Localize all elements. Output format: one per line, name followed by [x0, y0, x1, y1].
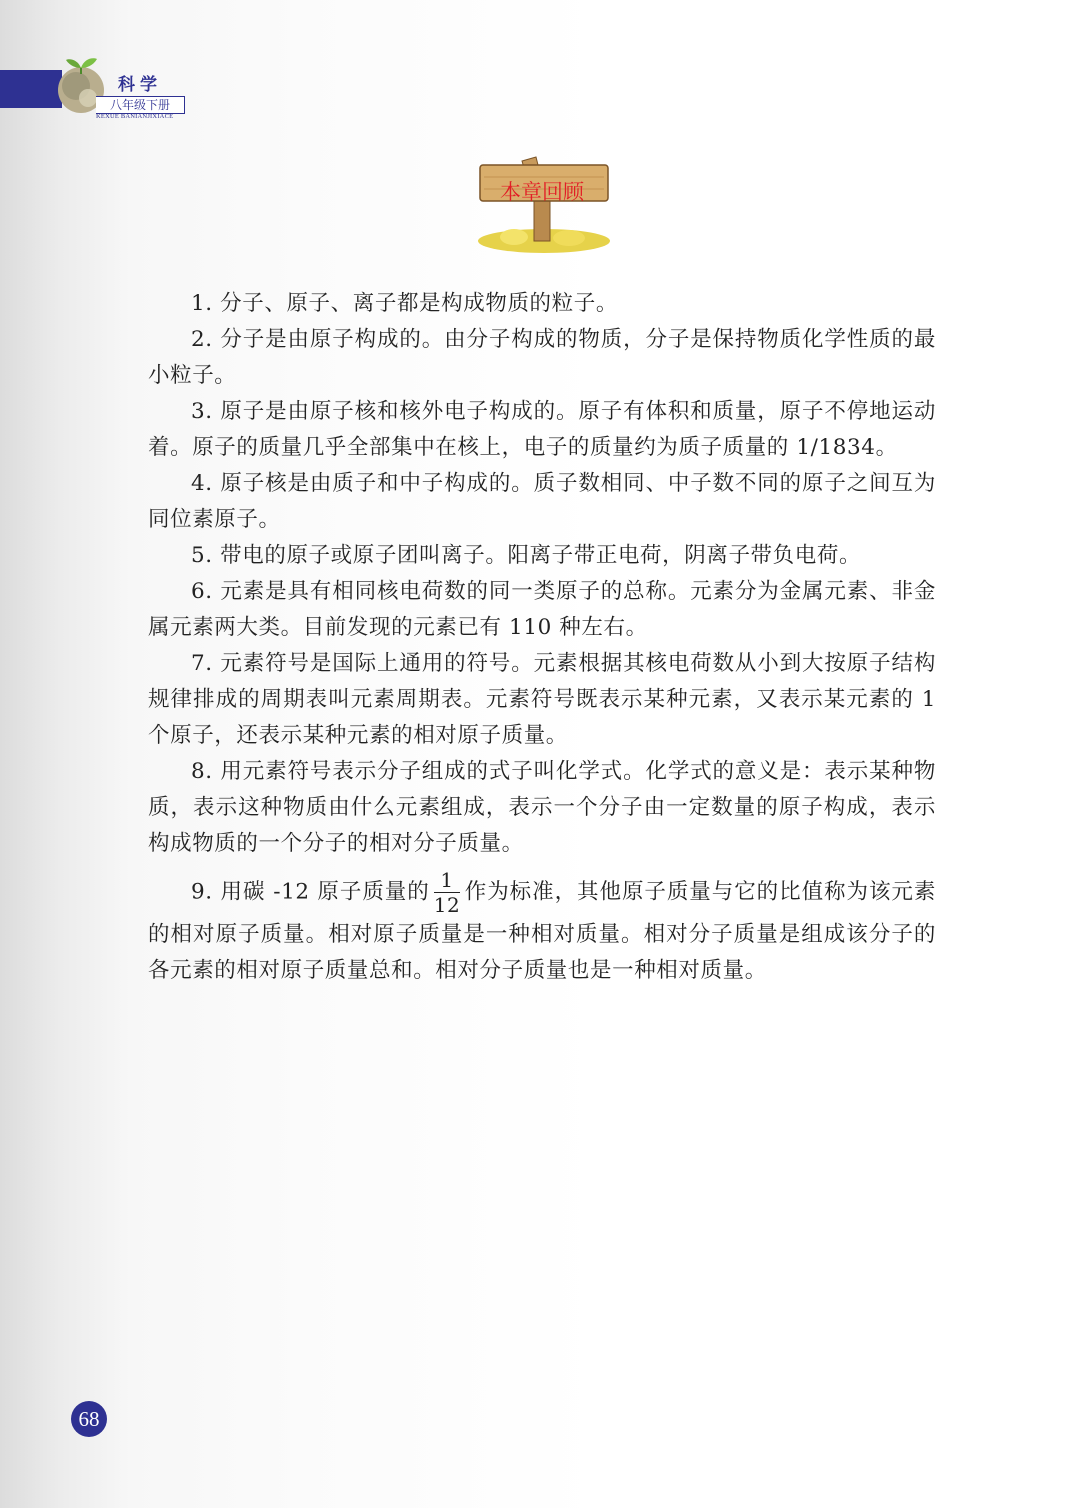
review-content	[148, 286, 936, 989]
header-grade: 八年级下册	[96, 96, 185, 114]
review-item: 7. 元素符号是国际上通用的符号。元素根据其核电荷数从小到大按原子结构规律排成的周期表叫元素周期表。元素符号既表示某种元素，又表示某元素的 1 个原子，还表示某种元素的相对原子质量。	[148, 651, 936, 748]
review-item: 4. 原子核是由质子和中子构成的。质子数相同、中子数不同的原子之间互为同位素原子。	[148, 471, 936, 532]
fraction-numerator: 1	[434, 868, 461, 893]
review-item: 8. 用元素符号表示分子组成的式子叫化学式。化学式的意义是：表示某种物质，表示这种物质由什么元素组成，表示一个分子由一定数量的原子构成，表示构成物质的一个分子的相对分子质量。	[148, 759, 936, 856]
page-number: 68	[71, 1401, 107, 1437]
review-item: 3. 原子是由原子核和核外电子构成的。原子有体积和质量，原子不停地运动着。原子的质量几乎全部集中在核上，电子的质量约为质子质量的 1/1834。	[148, 399, 936, 460]
header-subject: 科学	[118, 75, 162, 95]
fraction	[434, 868, 461, 917]
section-title: 本章回顾	[500, 180, 584, 204]
header-pinyin: KEXUE BANIANJIXIACE	[96, 113, 174, 120]
item9-after: 作为标准，其他原子质量与它的比值称为该元素的相对原子质量。相对原子质量是一种相对质量。相对分子质量是组成该分子的各元素的相对原子质量总和。相对分子质量也是一种相对质量。	[148, 879, 936, 983]
item9-before: 9. 用碳 -12 原子质量的	[191, 879, 430, 905]
review-item: 2. 分子是由原子构成的。由分子构成的物质，分子是保持物质化学性质的最小粒子。	[148, 327, 936, 388]
review-item: 1. 分子、原子、离子都是构成物质的粒子。	[191, 291, 618, 316]
review-item: 5. 带电的原子或原子团叫离子。阳离子带正电荷，阴离子带负电荷。	[191, 543, 862, 568]
fraction-denominator: 12	[433, 893, 461, 917]
review-item-9	[148, 868, 936, 989]
review-item: 6. 元素是具有相同核电荷数的同一类原子的总称。元素分为金属元素、非金属元素两大类。目前发现的元素已有 110 种左右。	[148, 579, 936, 640]
